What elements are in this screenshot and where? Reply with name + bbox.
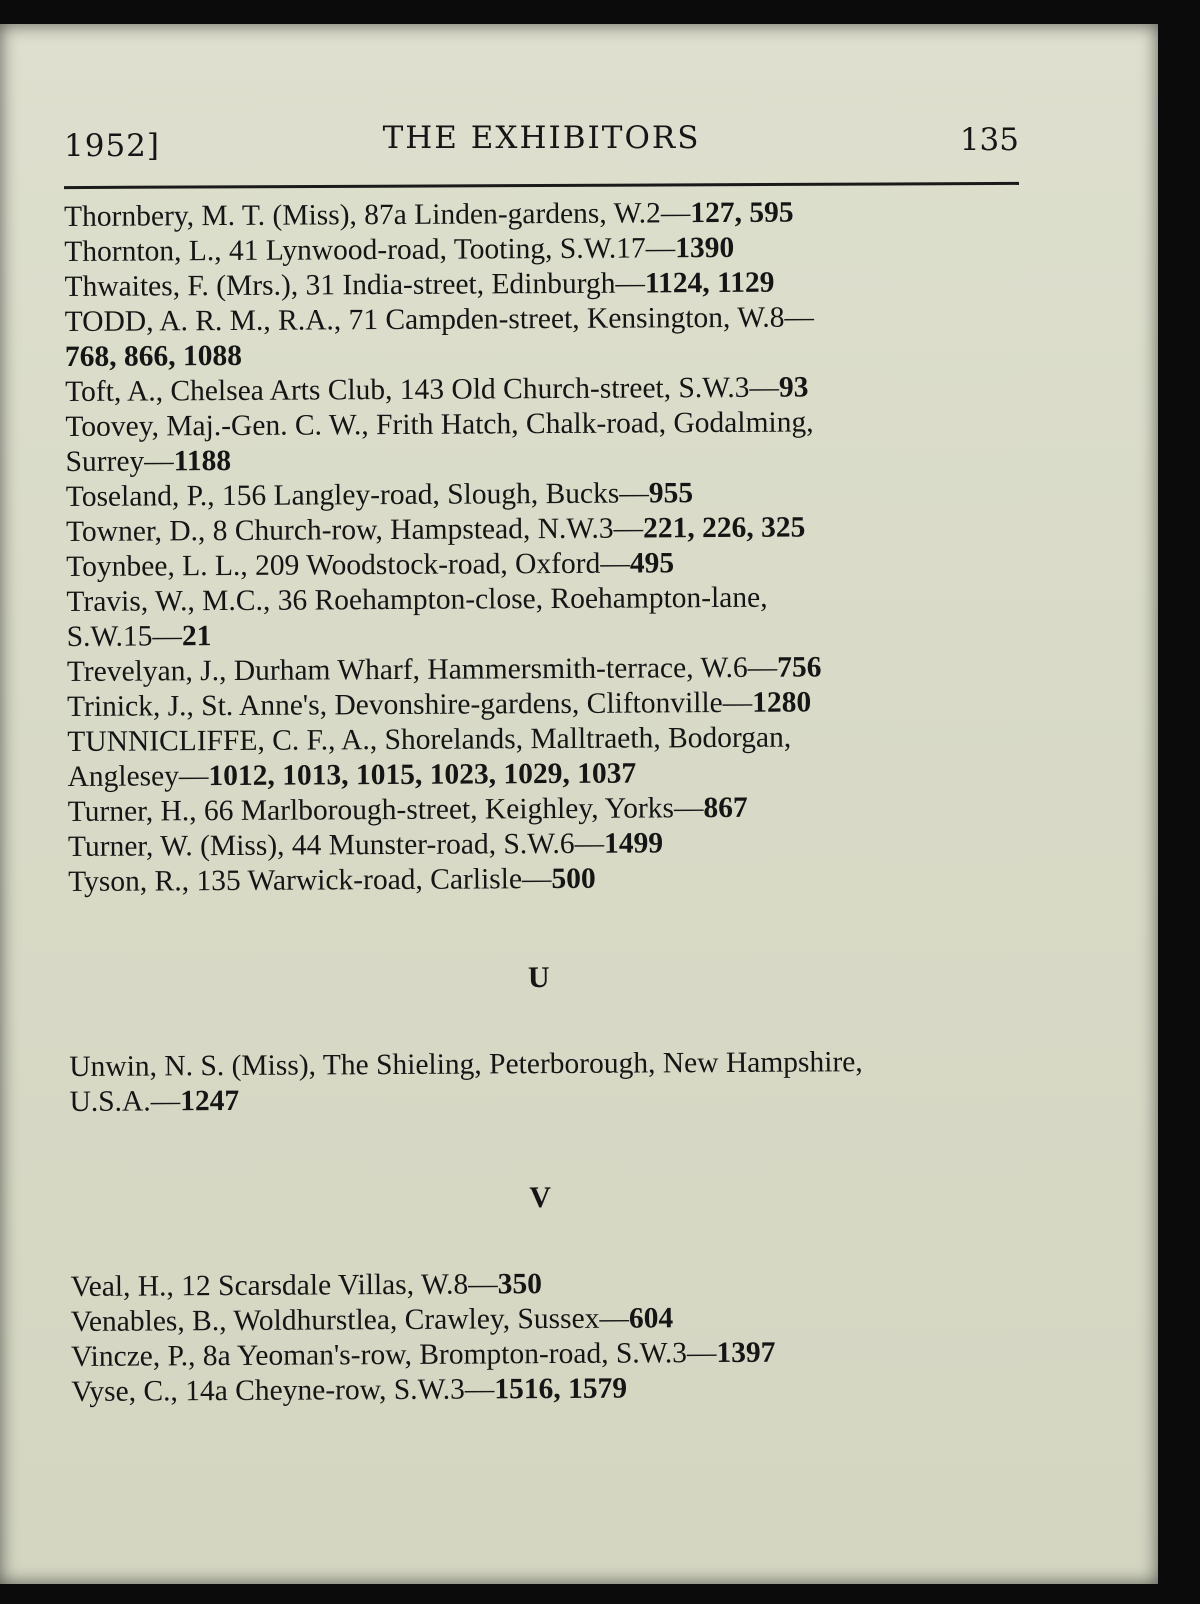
catalogue-numbers: 756	[777, 651, 822, 684]
catalogue-numbers: 127, 595	[690, 196, 794, 230]
catalogue-numbers: 495	[629, 547, 675, 580]
entry-text: Turner, H., 66 Marlborough-street, Keighley, Yorks—	[67, 792, 704, 828]
catalogue-numbers: 1390	[675, 231, 735, 265]
exhibitor-entry	[68, 824, 1028, 865]
entry-text: Unwin, N. S. (Miss), The Shieling, Peterborough, New Hampshire,	[69, 1046, 863, 1083]
entry-text: Vyse, C., 14a Cheyne-row, S.W.3—	[71, 1373, 495, 1408]
exhibitor-list	[64, 194, 1031, 1410]
entry-text: Trinick, J., St. Anne's, Devonshire-gardens, Cliftonville—	[66, 686, 753, 723]
catalogue-numbers-cont: 1247	[180, 1084, 240, 1118]
exhibitor-entry	[64, 229, 1024, 270]
exhibitor-entry	[71, 1264, 1031, 1305]
running-header	[64, 108, 1019, 168]
entry-text: Towner, D., 8 Church-row, Hampstead, N.W.3—	[65, 512, 644, 548]
entry-continuation	[67, 754, 1027, 795]
entry-text: Thwaites, F. (Mrs.), 31 India-street, Edinburgh—	[64, 267, 646, 303]
entry-text-cont: S.W.15—	[66, 620, 183, 653]
entry-continuation	[65, 439, 1025, 480]
entry-text: Toft, A., Chelsea Arts Club, 143 Old Church-street, S.W.3—	[65, 371, 780, 408]
catalogue-numbers: 1280	[752, 686, 812, 719]
exhibitor-entry	[67, 684, 1027, 725]
catalogue-numbers: 1124, 1129	[644, 266, 775, 300]
entry-text-cont: U.S.A.—	[69, 1085, 181, 1118]
entry-text: Veal, H., 12 Scarsdale Villas, W.8—	[70, 1268, 498, 1303]
entry-text-cont: Anglesey—	[67, 760, 209, 793]
catalogue-numbers: 1499	[603, 827, 664, 860]
catalogue-numbers: 955	[648, 477, 694, 510]
exhibitor-entry	[66, 474, 1026, 515]
section-letter: V	[529, 1181, 552, 1215]
exhibitor-entry	[67, 649, 1027, 690]
exhibitor-entry	[64, 264, 1024, 305]
exhibitor-entry	[71, 1369, 1031, 1410]
exhibitor-entry	[68, 859, 1028, 900]
exhibitor-entry	[65, 404, 1025, 480]
catalogue-numbers: 93	[778, 371, 809, 404]
entry-text: Thornton, L., 41 Lynwood-road, Tooting, S.W.17—	[64, 232, 676, 268]
page-title: THE EXHIBITORS	[382, 120, 701, 156]
catalogue-numbers: 1397	[716, 1336, 776, 1370]
entry-continuation	[69, 1079, 1029, 1120]
exhibitor-entry	[71, 1334, 1031, 1375]
exhibitor-entry	[71, 1299, 1031, 1340]
exhibitor-entry	[65, 299, 1025, 375]
entry-text: Venables, B., Woldhurstlea, Crawley, Sussex—	[70, 1302, 630, 1338]
catalogue-numbers: 604	[628, 1302, 674, 1335]
exhibitor-entry	[66, 544, 1026, 585]
catalogue-numbers-cont: 768, 866, 1088	[64, 339, 243, 373]
header-year: 1952]	[64, 128, 160, 164]
exhibitor-entry	[64, 194, 1024, 235]
section-letter: U	[527, 961, 550, 995]
exhibitor-entry	[67, 719, 1027, 795]
catalogue-numbers: 221, 226, 325	[643, 511, 806, 545]
entry-text: Travis, W., M.C., 36 Roehampton-close, Roehampton-lane,	[66, 581, 768, 618]
catalogue-numbers-cont: 1188	[173, 444, 232, 478]
catalogue-numbers-cont: 1012, 1013, 1015, 1023, 1029, 1037	[208, 757, 637, 793]
page-number: 135	[959, 122, 1019, 158]
entry-text: Tyson, R., 135 Warwick-road, Carlisle—	[68, 863, 552, 898]
exhibitor-entry	[66, 509, 1026, 550]
entry-text-cont: Surrey—	[65, 445, 174, 478]
entry-continuation	[66, 614, 1027, 655]
exhibitor-entry	[66, 579, 1026, 655]
catalogue-numbers: 500	[551, 862, 596, 896]
exhibitor-entry	[68, 789, 1028, 830]
exhibitor-entry	[65, 369, 1025, 410]
entry-text: Toseland, P., 156 Langley-road, Slough, Bucks—	[65, 477, 649, 513]
entry-text: Thornbery, M. T. (Miss), 87a Linden-gardens, W.2—	[64, 197, 691, 233]
entry-text: TODD, A. R. M., R.A., 71 Campden-street, Kensington, W.8—	[64, 301, 815, 338]
entry-text: Vincze, P., 8a Yeoman's-row, Brompton-road, S.W.3—	[70, 1337, 717, 1373]
catalogue-numbers: 350	[497, 1268, 542, 1301]
catalogue-numbers-cont: 21	[181, 620, 212, 653]
entry-text: Toynbee, L. L., 209 Woodstock-road, Oxford—	[66, 547, 630, 583]
entry-text: TUNNICLIFFE, C. F., A., Shorelands, Malltraeth, Bodorgan,	[67, 721, 792, 758]
catalogue-numbers: 867	[703, 791, 748, 825]
entry-continuation	[64, 334, 1025, 375]
entry-text: Turner, W. (Miss), 44 Munster-road, S.W.6—	[67, 827, 605, 863]
exhibitor-entry	[69, 1044, 1029, 1120]
catalogue-numbers: 1516, 1579	[494, 1372, 628, 1406]
entry-text: Trevelyan, J., Durham Wharf, Hammersmith-terrace, W.6—	[66, 651, 778, 688]
entry-text: Toovey, Maj.-Gen. C. W., Frith Hatch, Chalk-road, Godalming,	[65, 406, 814, 443]
